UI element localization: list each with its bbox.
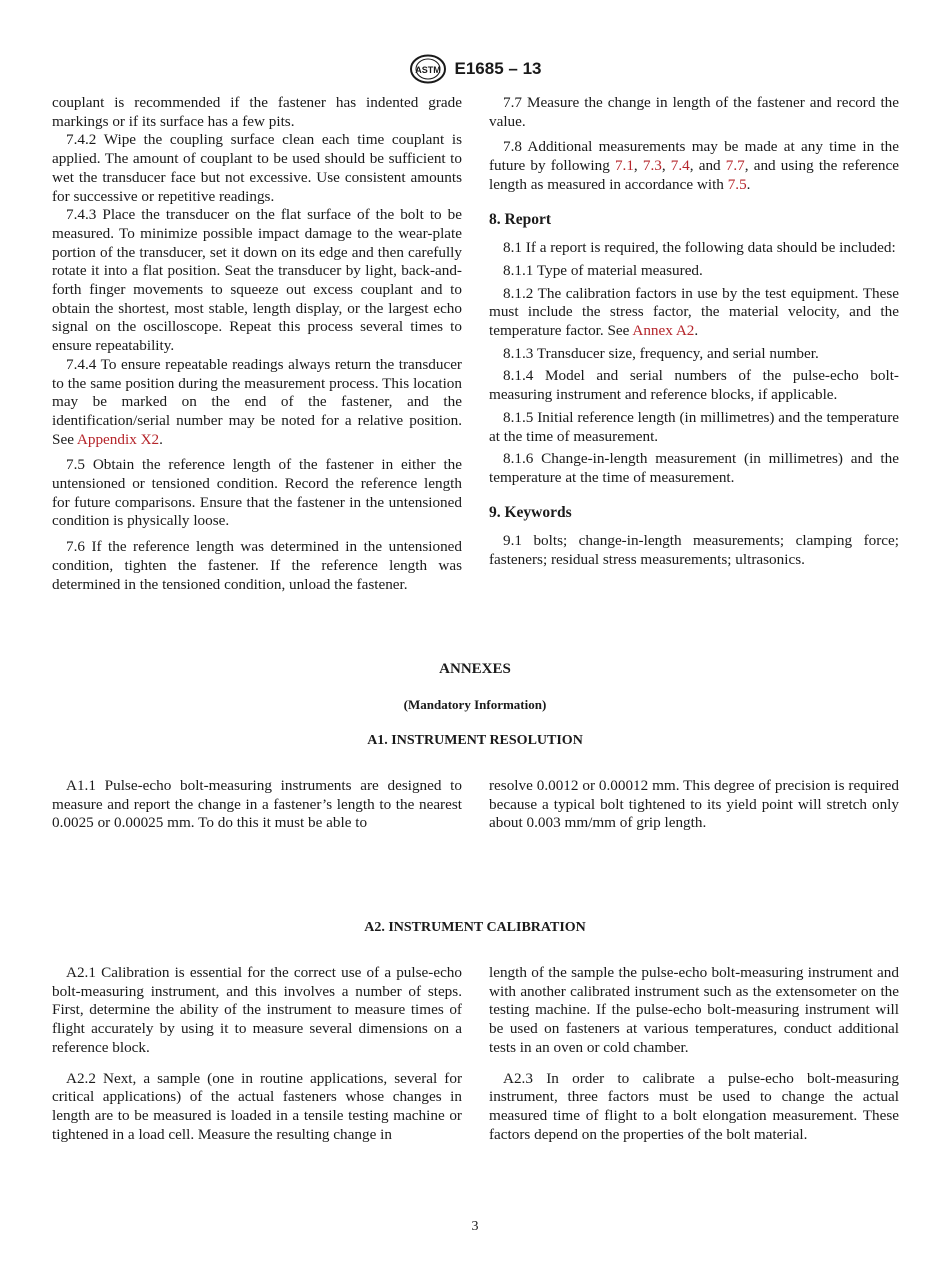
svg-text:ASTM: ASTM (414, 65, 441, 75)
right-column-top (489, 94, 899, 570)
paragraph-7-4-4-end: . (159, 430, 163, 448)
a2-left-column (52, 964, 462, 1144)
paragraph-7-4-4 (52, 356, 462, 450)
annexes-subtitle: (Mandatory Information) (403, 697, 547, 712)
left-column-top (52, 94, 462, 594)
separator-1: , (633, 157, 643, 175)
paragraph-7-8-text-a: 7.8 Additional measurements may be made at any time in the future by following (489, 138, 899, 175)
paragraph-8-1-2-end: . (694, 322, 699, 340)
annex-a2-link[interactable]: Annex A2 (632, 322, 695, 340)
paragraph-8-1-2-text: 8.1.2 The calibration factors in use by the test equipment. These must include the stress factor, the material velocity, and the temperature factor. See (489, 284, 899, 340)
page-header (0, 54, 950, 84)
annex-a1-title: A1. INSTRUMENT RESOLUTION (367, 733, 583, 748)
paragraph-a2-3: A2.3 In order to calibrate a pulse-echo bolt-measuring instrument, three factors must be used to change the actual measured time of flight to a bolt elongation measurement. These factors depend on the properties of the bolt material. (489, 1069, 899, 1143)
paragraph-7-4-3: 7.4.3 Place the transducer on the flat surface of the bolt to be measured. To minimize possible impact damage to the wear-plate portion of the transducer, set it down on its edge and then carefully rotate it into a flat position. Seat the transducer by light, back-and-forth finger movements to squeeze out excess couplant and to obtain the shortest, most stable, length display, or the largest echo signal on the oscilloscope. Repeat this process several times to ensure repeatability. (52, 206, 462, 355)
paragraph-8-1-6: 8.1.6 Change-in-length measurement (in millimetres) and the temperature at the time of measurement. (489, 450, 899, 486)
paragraph-8-1: 8.1 If a report is required, the following data should be included: (503, 239, 896, 257)
a2-right-column (489, 964, 899, 1144)
a1-left-column (52, 777, 462, 833)
astm-logo-icon (409, 54, 447, 84)
keywords-heading: 9. Keywords (489, 503, 572, 521)
paragraph-7-8 (489, 138, 899, 194)
paragraph-a2-2-continuation: length of the sample the pulse-echo bolt-measuring instrument and with another calibrated instrument such as the extensometer on the testing machine. If the pulse-echo bolt-measuring instrument will be used on fasteners at various temperatures, conduct additional tests in an oven or cold chamber. (489, 964, 899, 1056)
paragraph-8-1-2 (489, 285, 899, 341)
section-7-4-link[interactable]: 7.4 (670, 157, 690, 175)
paragraph-a1-1-continuation: resolve 0.0012 or 0.00012 mm. This degree of precision is required because a typical bolt tightened to its yield point will stretch only about 0.003 mm/mm of grip length. (489, 777, 899, 832)
section-7-7-link[interactable]: 7.7 (725, 157, 745, 175)
report-heading: 8. Report (489, 210, 551, 228)
paragraph-8-1-4: 8.1.4 Model and serial numbers of the pulse-echo bolt-measuring instrument and reference blocks, if applicable. (489, 367, 899, 404)
paragraph-8-1-1: 8.1.1 Type of material measured. (503, 261, 703, 279)
section-7-1-link[interactable]: 7.1 (614, 157, 634, 175)
document-id: E1685 – 13 (454, 59, 542, 78)
appendix-x2-link[interactable]: Appendix X2 (76, 430, 160, 448)
page-number: 3 (471, 1219, 479, 1234)
separator-2: , (661, 157, 671, 175)
paragraph-a2-1: A2.1 Calibration is essential for the correct use of a pulse-echo bolt-measuring instrument, and this involves a number of steps. First, determine the ability of the instrument to measure times of flight accurately by using it to measure several dimensions on a reference block. (52, 964, 462, 1056)
paragraph-7-4-2: 7.4.2 Wipe the coupling surface clean each time couplant is applied. The amount of couplant to be used should be sufficient to wet the transducer face but not excessive. Use consistent amounts for successive or repetitive readings. (52, 131, 462, 205)
paragraph-a2-2: A2.2 Next, a sample (one in routine applications, several for critical applications) of the actual fasteners whose changes in length are to be measured is loaded in a tensile testing machine or tightened in a load cell. Measure the resulting change in (52, 1069, 462, 1143)
paragraph-7-5: 7.5 Obtain the reference length of the fastener in either the untensioned or tensioned condition. Record the reference length for future comparisons. Ensure that the fastener in the untensioned condition is physically loose. (52, 456, 462, 530)
paragraph-7-7: 7.7 Measure the change in length of the fastener and record the value. (489, 94, 899, 130)
section-7-5-link[interactable]: 7.5 (727, 175, 747, 193)
paragraph-7-4-4-text: 7.4.4 To ensure repeatable readings always return the transducer to the same position during the measurement process. This location may be marked on the end of the fastener, and the identification/serial number may be noted for a relative position. See (52, 355, 462, 448)
separator-3: , and (689, 157, 726, 175)
paragraph-7-8-end: . (746, 175, 751, 193)
paragraph-7-6: 7.6 If the reference length was determined in the untensioned condition, tighten the fastener. If the reference length was determined in the tensioned condition, unload the fastener. (52, 538, 462, 593)
paragraph-8-1-5: 8.1.5 Initial reference length (in millimetres) and the temperature at the time of measurement. (489, 408, 899, 445)
paragraph-7-8-text-b: , and using the reference length as measured in accordance with (489, 157, 899, 193)
paragraph-continuation: couplant is recommended if the fastener has indented grade markings or if its surface has a few pits. (52, 94, 462, 130)
annexes-title: ANNEXES (439, 661, 511, 677)
section-7-3-link[interactable]: 7.3 (642, 157, 662, 175)
a1-right-column (489, 777, 899, 833)
paragraph-a1-1: A1.1 Pulse-echo bolt-measuring instruments are designed to measure and report the change in a fastener’s length to the nearest 0.0025 or 0.00025 mm. To do this it must be able to (52, 777, 462, 832)
annex-a2-title: A2. INSTRUMENT CALIBRATION (364, 920, 586, 935)
paragraph-8-1-3: 8.1.3 Transducer size, frequency, and serial number. (503, 344, 819, 362)
paragraph-9-1: 9.1 bolts; change-in-length measurements; clamping force; fasteners; residual stress measurements; ultrasonics. (489, 532, 899, 569)
